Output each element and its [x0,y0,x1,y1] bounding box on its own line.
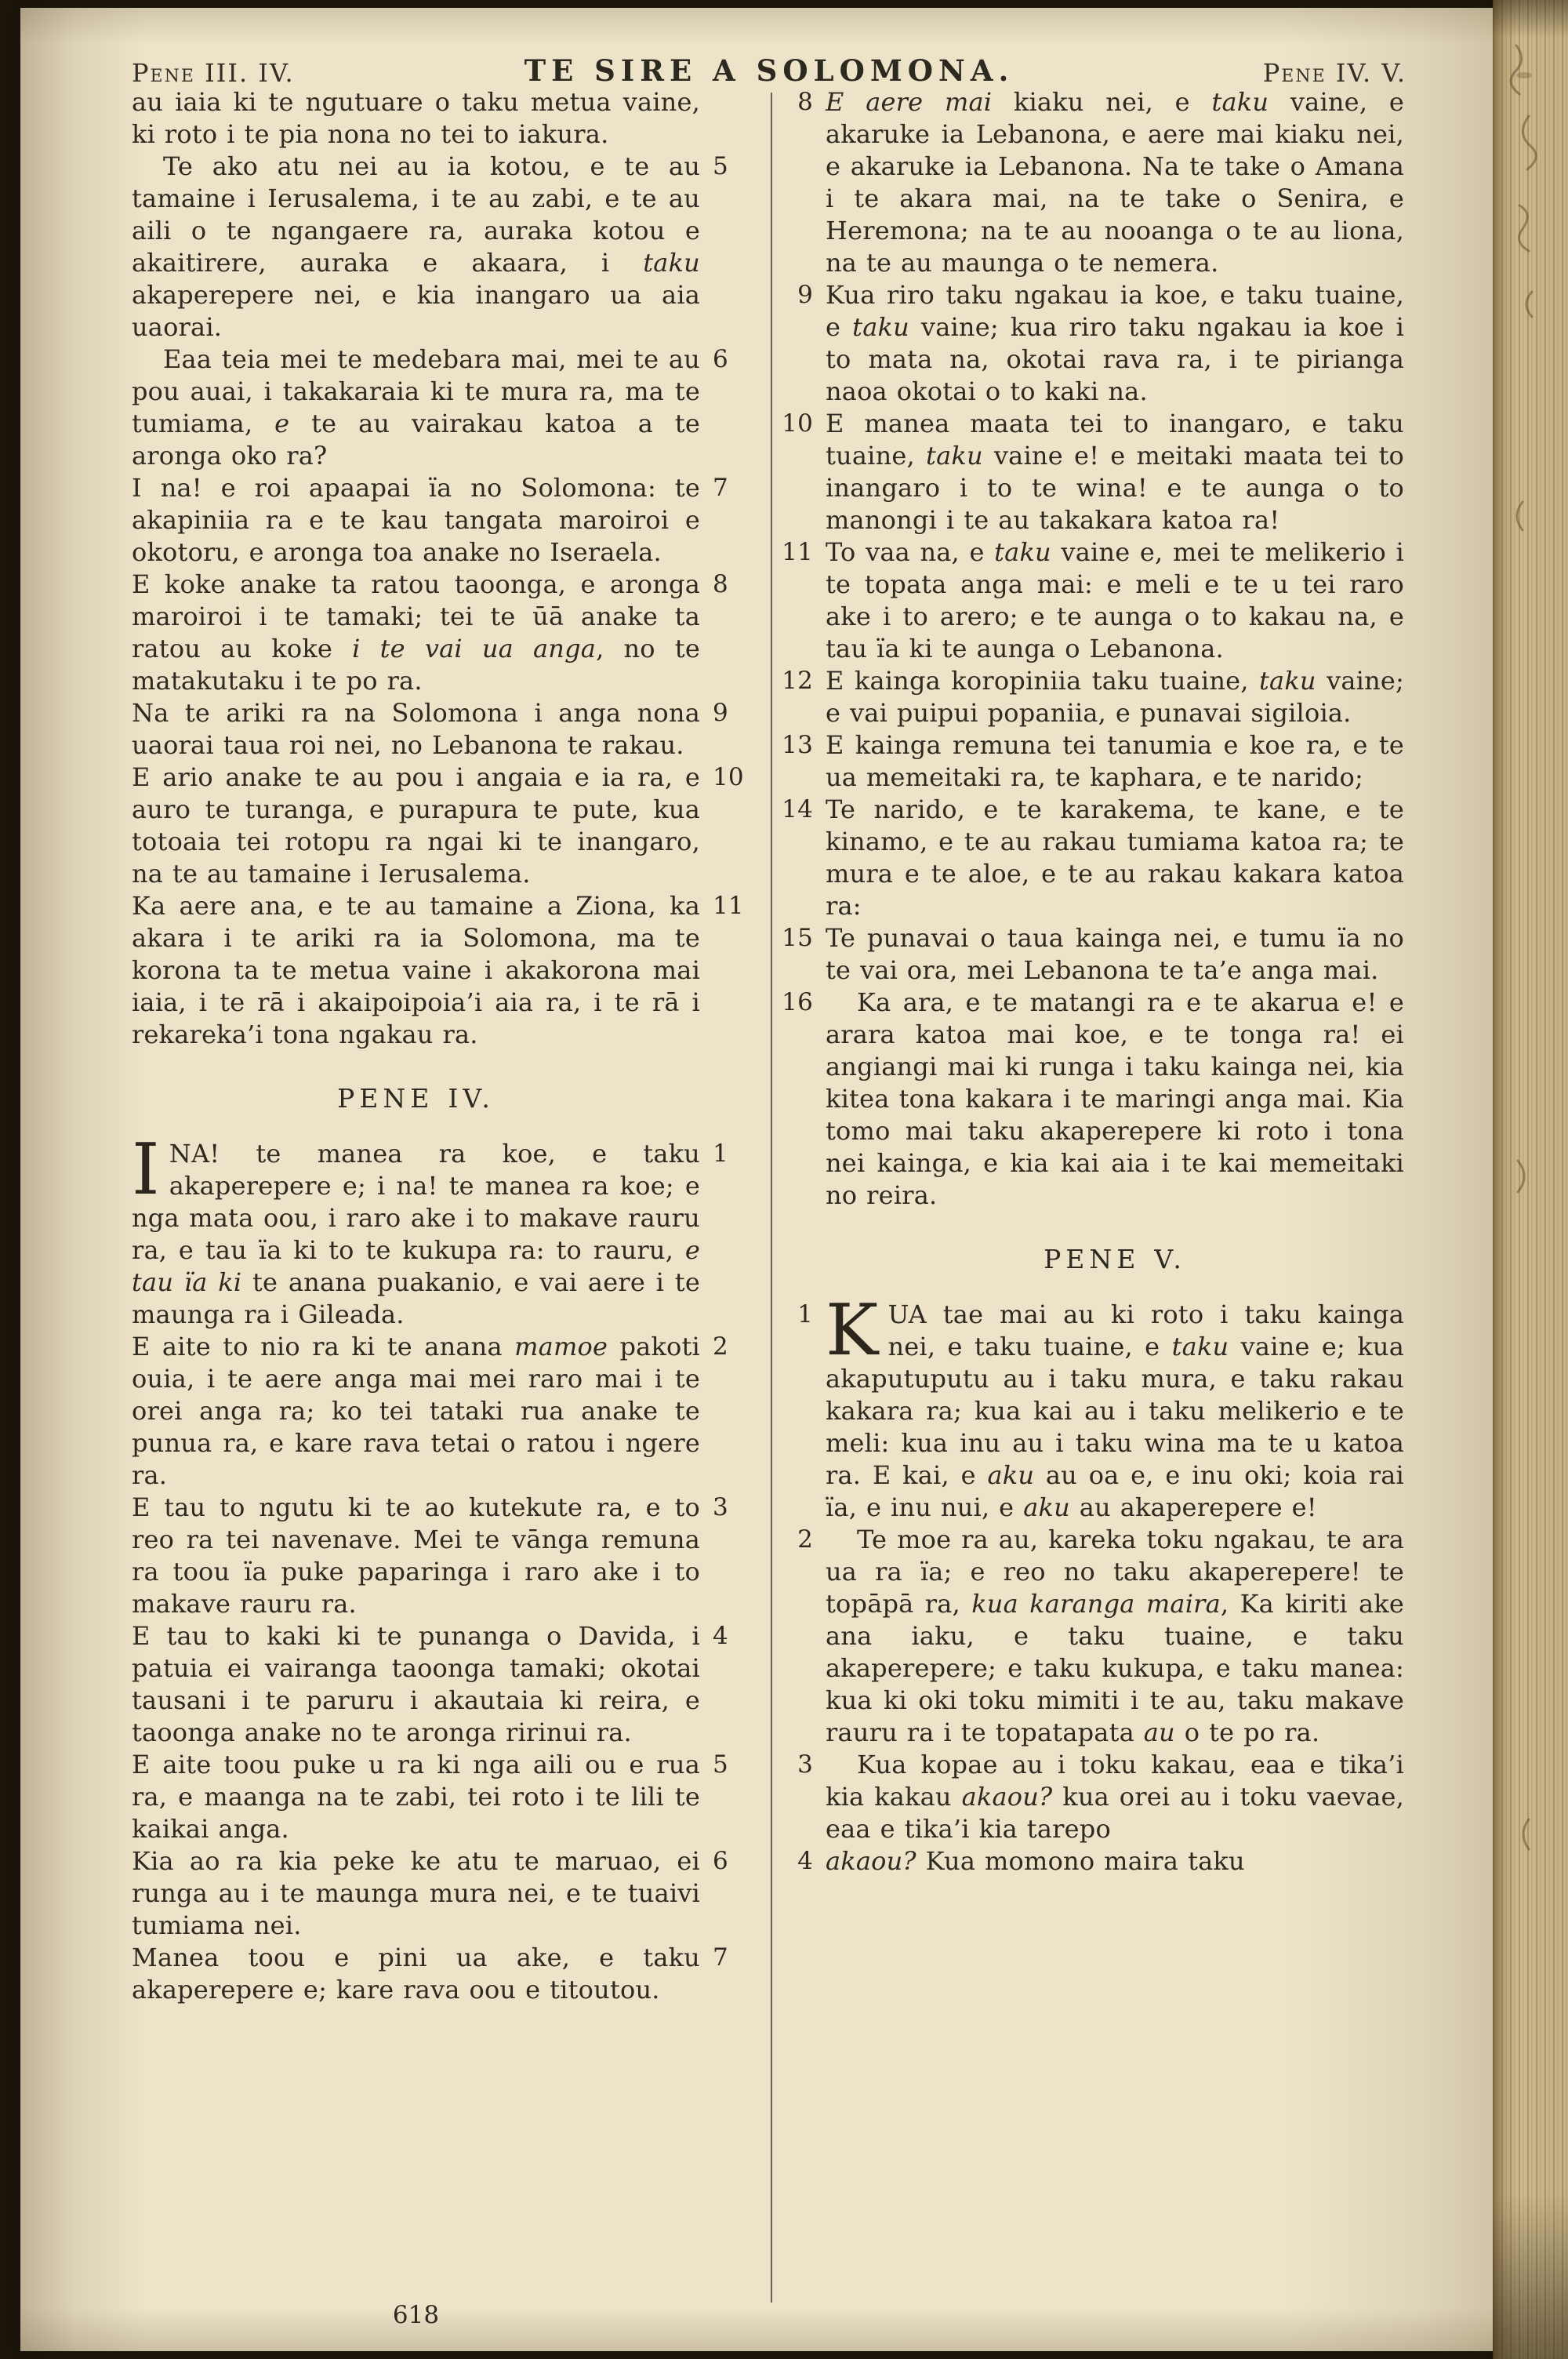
verse-number: 6 [713,345,728,373]
verse-text: vaine e; kua akaputuputu au i taku mura, e taku rakau kakara ra; kua kai au i taku melikerio e te meli: kua inu au i taku wina ma te u katoa ra. E kai, e [826,1332,1404,1490]
verse-text: aku [1023,1492,1070,1522]
verse-text: te anana puakanio, e vai aere i te maunga ra i Gileada. [132,1267,700,1329]
verse-text: I na! e roi apaapai ïa no Solomona: te akapiniia ra e te kau tangata maroiroi e okotoru, e aronga toa anake no Iseraela. [132,473,700,567]
verse [132,890,744,1051]
verse-text: vaine, e akaruke ia Lebanona, e aere mai kiaku nei, e akaruke ia Lebanona. Na te take o Amana i te akara mai, na te take o Senira, e Heremona; na te au nooanga o te au liona, na te au maunga o te nemera. [826,87,1404,278]
verse [132,1129,728,1331]
header-right-folio: Pene IV. V. [1262,58,1406,88]
drop-cap: K [826,1289,879,1372]
verse-text: vaine; kua riro taku ngakau ia koe i to mata na, okotai rava ra, i te pirianga naoa okotai o to kaki na. [826,312,1404,406]
verse [782,794,1404,922]
verse-text: vaine e, mei te melikerio i te topata anga mai: e meli e te u tei raro ake i to arero; e te aunga o to kakau na, e tau ïa ki te aunga o Lebanona. [826,537,1404,663]
verse-number: 10 [713,763,744,791]
verse [132,1749,728,1845]
verse [782,536,1404,665]
verse-number: 15 [782,924,813,952]
verse [132,1492,728,1620]
verse [132,697,728,761]
verse [797,1524,1404,1749]
verse-number: 1 [713,1140,728,1168]
verse-text: mamoe [514,1332,608,1361]
verse-text: taku [852,312,909,342]
verse-text: akaperepere nei, e kia inangaro ua aia uaorai. [132,280,700,342]
verse-text: vaine; e vai puipui popaniia, e punavai sigiloia. [826,666,1404,728]
verse-number: 4 [713,1622,728,1650]
verse-text: te au vairakau katoa a te aronga oko ra? [132,409,700,471]
verse-text: akaou? [826,1846,916,1876]
verse-number: 5 [713,1750,728,1779]
verse-text: pakoti ouia, i te aere anga mai mei raro mai i te orei anga ra; ko tei tataki rua anake te punua ra, e kare rava tetai o ratou i ngere ra. [132,1332,700,1490]
verse-text: Ka ara, e te matangi ra e te akarua e! e arara katoa mai koe, e te tonga ra! ei angiangi mai ki runga i taku kainga nei, kia kitea tona kakara i te maringi anga mai. Kia tomo mai taku akaperepere ki roto i tona nei kainga, e kia kai aia i te kai memeitaki no reira. [826,987,1404,1210]
verse [132,472,728,569]
verse-number: 3 [797,1750,813,1779]
verse-text: taku [643,248,700,278]
verse [132,1845,728,1942]
verse-text: E tau to kaki ki te punanga o Davida, i patuia ei vairanga taoonga tamaki; okotai tausani i te paruru i akautaia ki reira, e taoonga anake no te aronga ririnui ra. [132,1621,700,1747]
chapter-heading: PENE IV. [337,1083,495,1114]
left-column [132,86,744,2006]
verse-text: Kua kopae au i toku kakau, eaa e tika’i kia kakau [826,1750,1404,1812]
verse [797,1749,1405,1845]
verse-number: 8 [797,88,813,116]
verse-number: 4 [797,1847,813,1875]
verse-text: akaou? [961,1782,1053,1812]
verse-text: au oa e, e inu oki; koia rai ïa, e inu nui, e [826,1460,1404,1522]
verse [782,665,1404,729]
verse-number: 6 [713,1847,728,1875]
header-left-folio: Pene III. IV. [132,58,295,88]
verse-text: Manea toou e pini ua ake, e taku akaperepere e; kare rava oou e titoutou. [132,1943,700,2005]
verse-text: Kua momono maira taku [916,1846,1245,1876]
verse [132,761,744,890]
verse-text: Te ako atu nei au ia kotou, e te au tamaine i Ierusalema, i te au zabi, e te au aili o te ngangaere ra, auraka kotou e akaitirere, auraka e akaara, i [132,151,700,278]
verse-text: i te vai ua anga [352,634,597,663]
verse [797,1845,1404,1877]
verse-text: Na te ariki ra na Solomona i anga nona uaorai taua roi nei, no Lebanona te rakau. [132,698,700,760]
verse-text: E tau to ngutu ki te ao kutekute ra, e to reo ra tei navenave. Mei te vānga remuna ra toou ïa puke paparinga i raro ake i to makave rauru ra. [132,1492,700,1619]
verse [782,729,1404,794]
chapter-heading: PENE V. [1044,1244,1186,1274]
verse-number: 8 [713,570,728,598]
verse-number: 13 [782,731,813,759]
verse-text: Eaa teia mei te medebara mai, mei te au pou auai, i takakaraia ki te mura ra, ma te tumiama, [132,344,700,438]
verse-text: E ario anake te au pou i angaia e ia ra, e auro te turanga, e purapura te pute, kua totoaia tei rotopu ra ngai ki te inangaro, na te au tamaine i Ierusalema. [132,762,700,889]
verse-number: 5 [713,152,728,180]
right-column [782,86,1405,1877]
verse-text: au akaperepere e! [1069,1492,1317,1522]
verse-text: UA tae mai au ki roto i taku kainga nei, e taku tuaine, e [887,1299,1404,1361]
verse-text: NA! te manea ra koe, e taku akaperepere e; i na! te manea ra koe; e nga mata oou, i raro ake i to makave rauru ra, e tau ïa ki to te kukupa ra: to rauru, [132,1139,700,1265]
verse-number: 7 [713,474,728,502]
verse-text: taku [1259,666,1316,696]
page-number: 618 [392,2301,440,2329]
verse-text: e [274,409,290,438]
verse-text: kua orei au i toku vaevae, eaa e tika’i kia tarepo [826,1782,1405,1844]
verse [132,86,700,151]
verse-number: 2 [713,1332,728,1361]
book-page [20,8,1493,2351]
verse [132,569,728,697]
verse-number: 11 [782,538,813,566]
verse [782,987,1404,1212]
verse-text: aku [987,1460,1035,1490]
verse-number: 14 [782,795,813,823]
verse [797,279,1404,408]
verse-text: taku [994,537,1051,567]
verse-text: , Ka kiriti ake ana iaku, e taku tuaine, e taku akaperepere; e taku kukupa, e taku manea: kua ki oki toku mimiti i te au, taku makave rauru ra i te topatapata [826,1589,1404,1747]
verse-text: kiaku nei, e [992,87,1212,117]
verse-text: E kainga remuna tei tanumia e koe ra, e te ua memeitaki ra, te kaphara, e te narido; [826,730,1404,792]
verse-number: 12 [782,667,813,695]
verse-number: 3 [713,1493,728,1521]
verse-text: E aere mai [826,87,993,117]
verse-text: Te punavai o taua kainga nei, e tumu ïa no te vai ora, mei Lebanona te ta’e anga mai. [826,923,1404,985]
page-title: TE SIRE A SOLOMONA. [524,53,1014,88]
verse-text: Te narido, e te karakema, te kane, e te kinamo, e te au rakau tumiama katoa ra; te mura e te aloe, e te au rakau kakara katoa ra: [826,794,1404,921]
verse-text: To vaa na, e [826,537,995,567]
drop-cap: I [132,1129,160,1211]
verse-number: 2 [797,1525,813,1554]
verse-number: 9 [713,699,728,727]
verse-text: Ka aere ana, e te au tamaine a Ziona, ka akara i te ariki ra ia Solomona, ma te korona ta te metua vaine i akakorona mai iaia, i te rā i akaipoipoia’i aia ra, i te rā i rekareka’i tona ngakau ra. [132,891,700,1049]
verse [782,922,1404,987]
verse [797,1289,1404,1524]
verse-text: taku [926,441,983,471]
verse-text: E kainga koropiniia taku tuaine, [826,666,1259,696]
verse-text: E manea maata tei to inangaro, e taku tuaine, [826,409,1404,471]
verse-number: 1 [797,1300,813,1329]
verse-text: vaine e! e meitaki maata tei to inangaro i to te wina! e te aunga o to manongi i te au takakara katoa ra! [826,441,1404,535]
verse-text: kua karanga maira [971,1589,1221,1619]
verse [797,86,1404,279]
verse-number: 11 [713,892,744,920]
verse-text: e tau ïa ki [132,1235,700,1297]
verse-text: au [1143,1717,1175,1747]
verse-text: E aite toou puke u ra ki nga aili ou e rua ra, e maanga na te zabi, tei roto i te lili te kaikai anga. [132,1750,700,1844]
verse-number: 7 [713,1943,728,1972]
book-fore-edge [1493,0,1568,2359]
verse [132,1942,728,2006]
verse-text: Te moe ra au, kareka toku ngakau, te ara ua ra ïa; e reo no taku akaperepere! te topāpā ra, [826,1525,1404,1619]
verse-text: taku [1171,1332,1229,1361]
verse [132,1620,728,1749]
verse-number: 10 [782,409,813,438]
verse-number: 16 [782,988,813,1016]
verse-text: , no te matakutaku i te po ra. [132,634,700,696]
verse-text: Kua riro taku ngakau ia koe, e taku tuaine, e [826,280,1404,342]
verse-text: au iaia ki te ngutuare o taku metua vaine, ki roto i te pia nona no tei to iakura. [132,87,700,149]
verse [132,151,728,343]
verse-text: E koke anake ta ratou taoonga, e aronga maroiroi i te tamaki; tei te ūā anake ta ratou au koke [132,569,700,663]
verse-text: taku [1211,87,1269,117]
verse-number: 9 [797,281,813,309]
verse-text: Kia ao ra kia peke ke atu te maruao, ei runga au i te maunga mura nei, e te tuaivi tumiama nei. [132,1846,700,1940]
verse [132,343,728,472]
verse [782,408,1404,536]
column-divider [771,93,772,2303]
verse [132,1331,728,1492]
fore-edge-ink-marks [1493,0,1568,2359]
verse-text: E aite to nio ra ki te anana [132,1332,515,1361]
verse-text: o te po ra. [1174,1717,1320,1747]
